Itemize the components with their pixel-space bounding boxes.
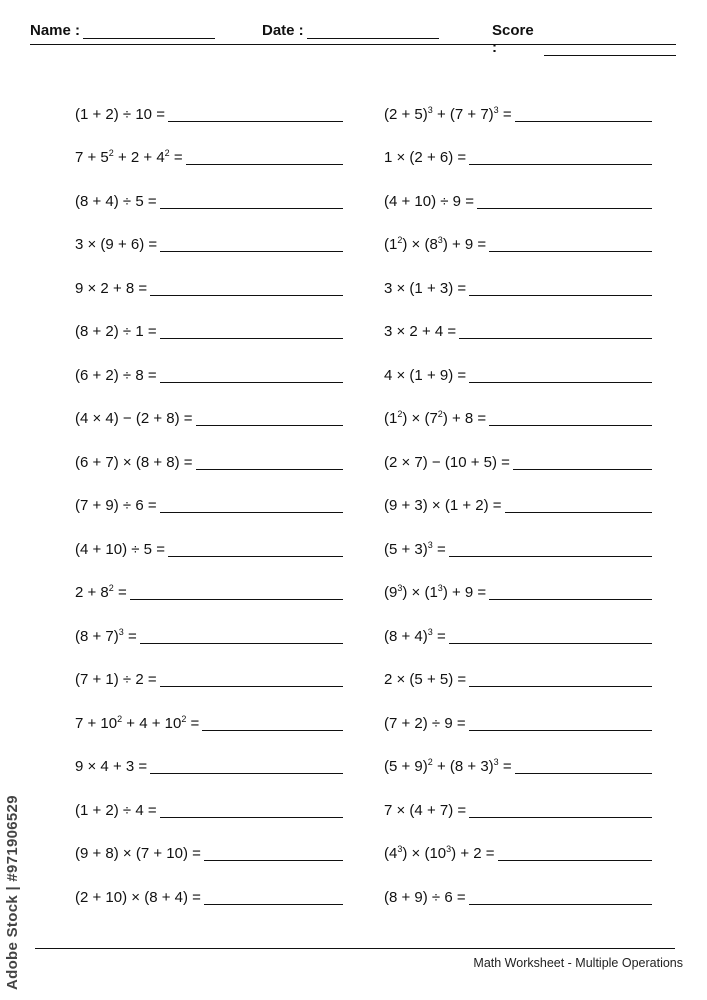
answer-blank[interactable]: [130, 598, 343, 600]
answer-blank[interactable]: [150, 772, 343, 774]
stock-id-watermark: Adobe Stock | #971906529: [4, 795, 21, 990]
answer-blank[interactable]: [160, 250, 343, 252]
problem-expression: (6 + 2) ÷ 8 =: [75, 366, 157, 384]
answer-blank[interactable]: [469, 816, 652, 818]
exponent: 2: [117, 713, 123, 724]
problem-expression: (4 × 4) − (2 + 8) =: [75, 410, 193, 427]
answer-blank[interactable]: [160, 685, 343, 687]
problem-expression: (7 + 2) ÷ 9 =: [384, 714, 466, 732]
problem-row: [75, 602, 343, 646]
answer-blank[interactable]: [160, 511, 343, 513]
problem-expression: (6 + 7) × (8 + 8) =: [75, 453, 193, 471]
problem-row: [75, 298, 343, 342]
problem-row: [384, 602, 652, 646]
exponent: 2: [437, 409, 443, 419]
problem-row: [75, 254, 343, 298]
problem-expression: $(8 + 4)^3$ =: [384, 626, 446, 645]
answer-blank[interactable]: [489, 424, 652, 426]
problem-expression: $(5 + 9)^2 + (8 + 3)^3$ =: [384, 757, 512, 775]
problem-row: [384, 472, 652, 516]
problem-row: [384, 298, 652, 342]
answer-blank[interactable]: [513, 468, 652, 470]
answer-blank[interactable]: [469, 685, 652, 687]
answer-blank[interactable]: [160, 381, 343, 383]
problem-expression: 3 × (1 + 3) =: [384, 279, 467, 297]
exponent: 2: [427, 757, 433, 767]
exponent: 3: [493, 104, 499, 115]
answer-blank[interactable]: [469, 163, 652, 165]
problem-expression: (4 + 10) ÷ 5 =: [75, 540, 165, 558]
score-field: [492, 22, 676, 56]
date-field: [262, 22, 439, 39]
problem-expression: 2 × (5 + 5) =: [384, 671, 467, 688]
left-problem-column: [75, 80, 343, 907]
problem-row: [75, 211, 343, 255]
problem-row: [384, 341, 652, 385]
problem-expression: 7 × (4 + 7) =: [384, 801, 467, 819]
problem-expression: (7 + 1) ÷ 2 =: [75, 671, 157, 688]
problem-row: [384, 428, 652, 472]
answer-blank[interactable]: [196, 468, 343, 470]
answer-blank[interactable]: [505, 511, 652, 513]
problem-row: [384, 559, 652, 603]
exponent: 2: [397, 235, 403, 245]
exponent: 2: [108, 583, 114, 593]
problem-row: [384, 124, 652, 168]
score-blank[interactable]: [544, 41, 676, 56]
problem-expression: 3 × (9 + 6) =: [75, 236, 158, 253]
answer-blank[interactable]: [469, 729, 652, 731]
exponent: 2: [181, 713, 187, 724]
problem-expression: $(2 + 5)^3 + (7 + 7)^3$ =: [384, 104, 512, 123]
problem-row: [384, 515, 652, 559]
problem-row: [384, 776, 652, 820]
name-label: Name :: [30, 22, 81, 39]
problem-row: [75, 646, 343, 690]
exponent: 3: [493, 757, 499, 767]
problem-row: [75, 776, 343, 820]
answer-blank[interactable]: [160, 207, 343, 209]
problem-row: [75, 124, 343, 168]
problem-row: [75, 559, 343, 603]
problem-row: [384, 820, 652, 864]
problem-row: [75, 515, 343, 559]
exponent: 3: [118, 626, 124, 637]
problem-expression: $(8 + 7)^3$ =: [75, 626, 137, 645]
problem-row: [384, 863, 652, 907]
exponent: 3: [437, 583, 443, 593]
problem-expression: 3 × 2 + 4 =: [384, 323, 457, 340]
problem-row: [75, 80, 343, 124]
problem-expression: 4 × (1 + 9) =: [384, 366, 467, 384]
problem-expression: $2 + 8^2$ =: [75, 583, 127, 601]
answer-blank[interactable]: [477, 207, 652, 209]
problem-row: [75, 428, 343, 472]
answer-blank[interactable]: [168, 555, 343, 557]
answer-blank[interactable]: [160, 816, 343, 818]
problem-row: [384, 385, 652, 429]
date-blank[interactable]: [307, 24, 439, 39]
problem-expression: $(1^2) \times (7^2) + 8$ =: [384, 409, 487, 427]
footer-title: Math Worksheet - Multiple Operations: [473, 956, 683, 970]
problem-expression: $(4^3) \times (10^3) + 2$ =: [384, 844, 495, 862]
exponent: 3: [427, 539, 433, 550]
problem-row: [384, 689, 652, 733]
problem-expression: (7 + 9) ÷ 6 =: [75, 497, 157, 514]
answer-blank[interactable]: [459, 337, 652, 339]
answer-blank[interactable]: [469, 381, 652, 383]
date-label: Date :: [262, 22, 304, 39]
answer-blank[interactable]: [489, 598, 652, 600]
problem-row: [75, 689, 343, 733]
problem-row: [384, 254, 652, 298]
worksheet-header: [30, 20, 676, 56]
problem-expression: (2 + 10) × (8 + 4) =: [75, 888, 201, 906]
answer-blank[interactable]: [150, 294, 343, 296]
problem-row: [75, 863, 343, 907]
problem-expression: (8 + 9) ÷ 6 =: [384, 888, 466, 906]
problem-row: [75, 167, 343, 211]
right-problem-column: [384, 80, 652, 907]
problem-expression: 1 × (2 + 6) =: [384, 149, 467, 166]
answer-blank[interactable]: [449, 642, 652, 644]
exponent: 2: [108, 148, 114, 158]
answer-blank[interactable]: [469, 294, 652, 296]
problem-expression: $7 + 10^2 + 4 + 10^2$ =: [75, 713, 200, 732]
score-label: Score :: [492, 22, 534, 56]
problem-expression: (2 × 7) − (10 + 5) =: [384, 453, 510, 471]
name-blank[interactable]: [83, 24, 215, 39]
exponent: 3: [437, 235, 443, 245]
problem-expression: $(1^2) \times (8^3) + 9$ =: [384, 235, 487, 253]
problem-row: [75, 472, 343, 516]
problem-expression: 9 × 4 + 3 =: [75, 758, 148, 775]
problem-expression: (8 + 2) ÷ 1 =: [75, 323, 157, 340]
answer-blank[interactable]: [498, 859, 652, 861]
footer-divider: [35, 948, 675, 949]
exponent: 3: [427, 626, 433, 637]
problem-expression: (8 + 4) ÷ 5 =: [75, 192, 157, 210]
problem-row: [384, 733, 652, 777]
problem-row: [384, 167, 652, 211]
problem-row: [384, 80, 652, 124]
exponent: 2: [397, 409, 403, 419]
problem-row: [384, 646, 652, 690]
answer-blank[interactable]: [204, 859, 343, 861]
problem-expression: $7 + 5^2 + 2 + 4^2$ =: [75, 148, 183, 166]
exponent: 3: [397, 844, 403, 854]
exponent: 3: [427, 104, 433, 115]
name-field: [30, 22, 215, 39]
answer-blank[interactable]: [515, 120, 652, 122]
problem-expression: (1 + 2) ÷ 10 =: [75, 105, 165, 123]
exponent: 3: [397, 583, 403, 593]
problem-expression: (9 + 8) × (7 + 10) =: [75, 845, 201, 862]
problem-expression: 9 × 2 + 8 =: [75, 279, 148, 297]
answer-blank[interactable]: [140, 642, 343, 644]
answer-blank[interactable]: [196, 424, 343, 426]
problem-expression: (4 + 10) ÷ 9 =: [384, 192, 474, 210]
answer-blank[interactable]: [186, 163, 343, 165]
answer-blank[interactable]: [204, 903, 343, 905]
problem-expression: (1 + 2) ÷ 4 =: [75, 801, 157, 819]
answer-blank[interactable]: [168, 120, 343, 122]
answer-blank[interactable]: [489, 250, 652, 252]
answer-blank[interactable]: [449, 555, 652, 557]
problem-row: [75, 733, 343, 777]
problem-row: [75, 341, 343, 385]
problem-expression: $(5 + 3)^3$ =: [384, 539, 446, 558]
problem-row: [75, 385, 343, 429]
problem-expression: (9 + 3) × (1 + 2) =: [384, 497, 502, 514]
answer-blank[interactable]: [469, 903, 652, 905]
answer-blank[interactable]: [202, 729, 343, 731]
exponent: 2: [164, 148, 170, 158]
problem-row: [384, 211, 652, 255]
problem-row: [75, 820, 343, 864]
answer-blank[interactable]: [160, 337, 343, 339]
answer-blank[interactable]: [515, 772, 652, 774]
exponent: 3: [446, 844, 452, 854]
problem-expression: $(9^3) \times (1^3) + 9$ =: [384, 583, 487, 601]
